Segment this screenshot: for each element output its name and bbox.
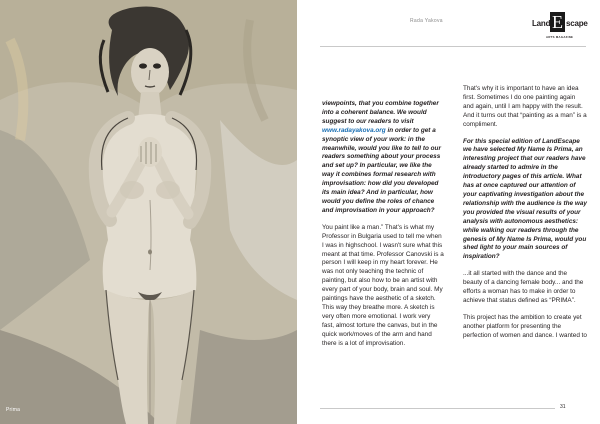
painting-artwork (0, 0, 297, 424)
interview-question-2: For this special edition of LandEscape we have selected My Name Is Prima, an interesting project that our readers have already started to admire in the introductory pages of this article. What has at once captured our attention of your captivating investigation about the relationship with the audience is the way you provided the visual results of your analysis with autonomous aesthetics: while walking our readers through the genesis of My Name Is Prima, would you shed light to your main sources of inspiration? (463, 137, 587, 261)
page-number: 31 (560, 404, 566, 410)
question-1-part2: in order to get a synoptic view of your work: in the meanwhile, would you like to tell to our readers something about your process and set up? In particular, we like the way it combines formal research with improvisation: how did you developed its main idea? And in particular, how would you define the roles of chance and improvisation in your approach? (322, 126, 441, 214)
logo-land-text: Land (532, 19, 551, 28)
interview-answer-1: You paint like a man.” That's is what my Professor in Bulgaria used to tell me when I was in highschool. I wasn't sure what this meant at that time. Professor Canovski is a person I will keep in my heart forever. He was not only teaching the technic of painting, but also how to be an artist with every part of your body, brain and soul. My paintings have the aesthetic of a sketch. This way they breathe more. A sketch is very often more emotional. I work very fast, almost torture the canvas, but in the quick work/moves of the arm and hand there is a lot of improvisation. (322, 223, 444, 347)
question-1-part1: viewpoints, that you combine together into a coherent balance. We would suggest to our readers to visit (322, 100, 439, 125)
magazine-logo (532, 9, 596, 43)
article-column-1 (322, 100, 444, 356)
footer-divider (320, 408, 555, 409)
logo-e-box: E (552, 12, 563, 32)
interview-answer-2: ...it all started with the dance and the beauty of a dancing female body... and the efforts a woman has to make in order to achieve that status defined as “PRIMA”. (463, 270, 584, 304)
interview-question-1 (322, 100, 444, 216)
logo-tagline: ARTS MAGAZINE (546, 35, 574, 39)
painting-image (0, 0, 297, 424)
header-divider (320, 46, 586, 47)
interview-answer-1-continued: That's why it is important to have an idea first. Sometimes I do one painting again and again, until I am happy with the result. And it turns out that “painting as a man” is a compliment. (463, 85, 587, 128)
header-author: Rada Yakova (410, 18, 443, 24)
interview-answer-3: This project has the ambition to create yet another platform for presenting the perfection of women and dance. I wanted to (463, 313, 587, 339)
logo-scape-text: scape (566, 19, 588, 28)
article-column-2 (463, 85, 587, 349)
artist-website-link[interactable]: www.radayakova.org (322, 126, 386, 134)
painting-caption: Prima (6, 407, 21, 413)
